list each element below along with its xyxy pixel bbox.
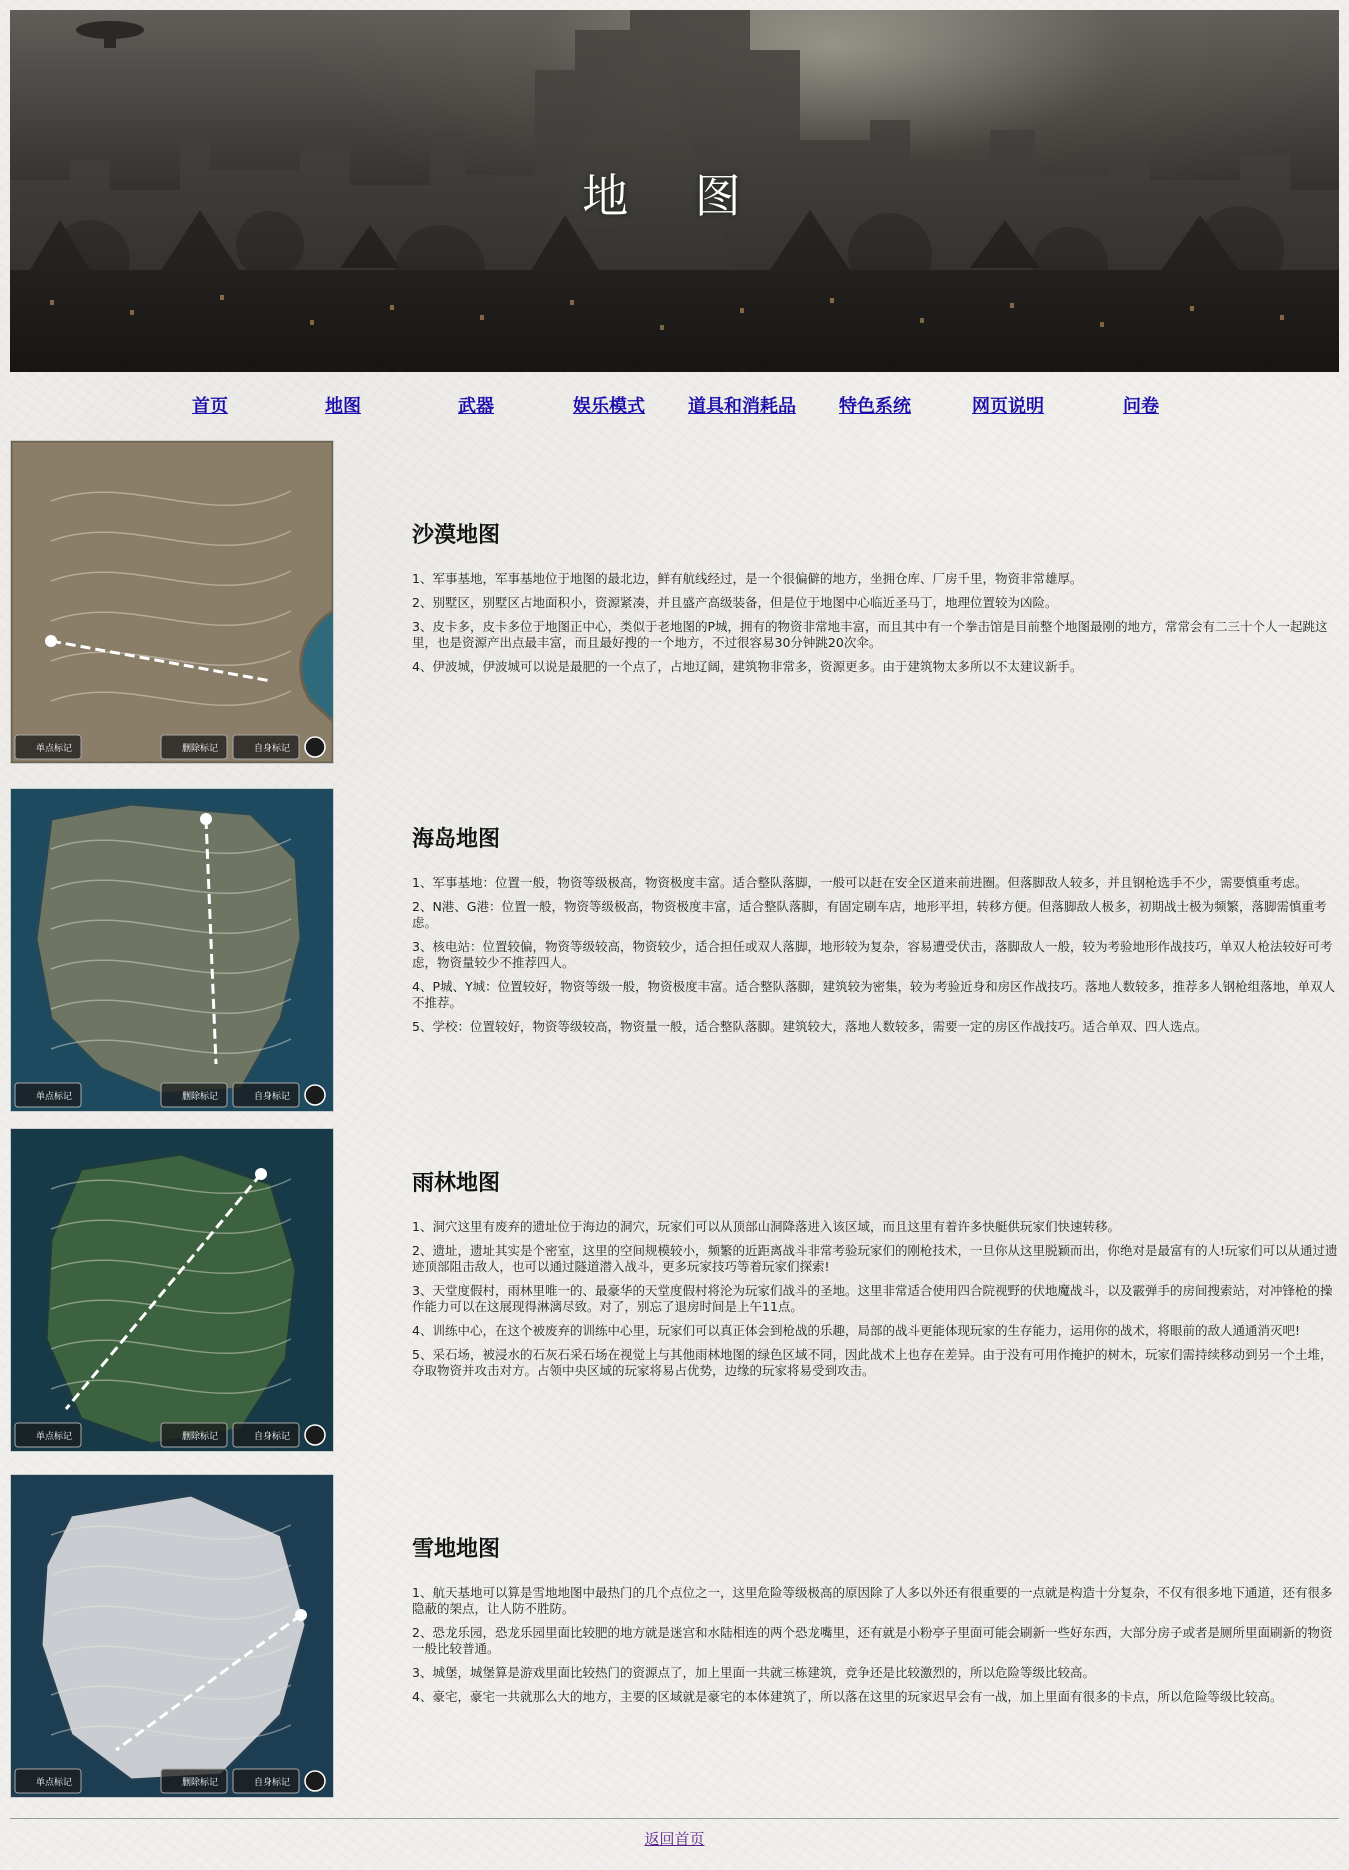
map-section-rainforest bbox=[412, 1166, 1340, 1387]
locate-target-icon[interactable] bbox=[305, 1425, 325, 1445]
page-title: 地 图 bbox=[582, 169, 767, 223]
flight-start-icon bbox=[295, 1609, 307, 1621]
map-paragraph: 2、N港、G港：位置一般，物资等级极高，物资极度丰富，适合整队落脚，有固定刷车店，地形平坦，转移方便。但落脚敌人极多，初期战士极为频繁，落脚需慎重考虑。 bbox=[412, 899, 1327, 930]
map-paragraph: 1、洞穴这里有废弃的遗址位于海边的洞穴，玩家们可以从顶部山洞降落进入该区域，而且这里有着许多快艇供玩家们快速转移。 bbox=[412, 1219, 1120, 1234]
self-mark-button[interactable] bbox=[233, 1423, 299, 1447]
map-button-label: 自身标记 bbox=[253, 744, 291, 754]
map-paragraph: 2、遗址，遗址其实是个密室，这里的空间规模较小，频繁的近距离战斗非常考验玩家们的刚枪技术，一旦你从这里脱颖而出，你绝对是最富有的人!玩家们可以从通过遗迹顶部阻击敌人，也可以通过隧道潜入战斗，更多玩家技巧等着玩家们探索! bbox=[412, 1243, 1338, 1274]
locate-target-icon[interactable] bbox=[305, 1771, 325, 1791]
map-paragraph: 1、军事基地：位置一般，物资等级极高，物资极度丰富。适合整队落脚，一般可以赶在安全区道来前进圈。但落脚敌人较多，并且钢枪选手不少，需要慎重考虑。 bbox=[412, 875, 1308, 890]
map-button-label: 删除标记 bbox=[181, 744, 219, 754]
map-section-snow bbox=[412, 1532, 1340, 1713]
map-thumb-snow bbox=[10, 1474, 334, 1798]
map-paragraph: 3、城堡，城堡算是游戏里面比较热门的资源点了，加上里面一共就三栋建筑，竞争还是比较激烈的，所以危险等级比较高。 bbox=[412, 1665, 1095, 1680]
self-mark-button[interactable] bbox=[233, 1769, 299, 1793]
flight-start-icon bbox=[45, 635, 57, 647]
banner bbox=[10, 10, 1339, 372]
map-paragraph: 1、军事基地，军事基地位于地图的最北边，鲜有航线经过，是一个很偏僻的地方，坐拥仓库、厂房千里，物资非常雄厚。 bbox=[412, 571, 1083, 586]
nav-home[interactable]: 首页 bbox=[192, 396, 228, 417]
map-section-desert bbox=[412, 518, 1340, 683]
delete-mark-button[interactable] bbox=[161, 1423, 227, 1447]
nav-survey[interactable]: 问卷 bbox=[1123, 396, 1159, 417]
map-paragraph: 5、采石场，被浸水的石灰石采石场在视觉上与其他雨林地图的绿色区域不同，因此战术上也存在差异。由于没有可用作掩护的树木，玩家们需持续移动到另一个土堆，夺取物资并攻击对方。占领中央区域的玩家将易占优势，边缘的玩家将易受到攻击。 bbox=[412, 1347, 1333, 1378]
map-paragraph: 5、学校：位置较好，物资等级较高，物资量一般，适合整队落脚。建筑较大，落地人数较多，需要一定的房区作战技巧。适合单双、四人选点。 bbox=[412, 1019, 1208, 1034]
nav-entertainment-mode[interactable]: 娱乐模式 bbox=[573, 396, 645, 417]
map-landmass bbox=[46, 1154, 296, 1444]
map-title: 沙漠地图 bbox=[412, 522, 501, 548]
map-paragraph: 3、皮卡多，皮卡多位于地图正中心，类似于老地图的P城，拥有的物资非常地丰富，而且其中有一个拳击馆是目前整个地图最刚的地方，常常会有二三十个人一起跳这里，也是资源产出点最丰富，而且最好搜的一个地方，不过很容易30分钟跳20次伞。 bbox=[412, 619, 1328, 650]
map-button-label: 单点标记 bbox=[35, 1432, 73, 1442]
map-button-label: 删除标记 bbox=[181, 1432, 219, 1442]
map-paragraph: 4、P城、Y城：位置较好，物资等级一般，物资极度丰富。适合整队落脚，建筑较为密集，较为考验近身和房区作战技巧。落地人数较多，推荐多人钢枪组落地，单双人不推荐。 bbox=[412, 979, 1336, 1010]
locate-target-icon[interactable] bbox=[305, 1085, 325, 1105]
footer-divider bbox=[10, 1818, 1339, 1819]
map-button-label: 单点标记 bbox=[35, 744, 73, 754]
nav-items-consumables[interactable]: 道具和消耗品 bbox=[688, 396, 796, 417]
self-mark-button[interactable] bbox=[233, 735, 299, 759]
map-paragraph: 2、恐龙乐园，恐龙乐园里面比较肥的地方就是迷宫和水陆相连的两个恐龙嘴里，还有就是小粉亭子里面可能会刷新一些好东西，大部分房子或者是厕所里面刷新的物资一般比较普通。 bbox=[412, 1625, 1333, 1656]
map-title: 雨林地图 bbox=[412, 1170, 501, 1196]
map-button-label: 自身标记 bbox=[253, 1432, 291, 1442]
map-title: 海岛地图 bbox=[412, 826, 501, 852]
map-section-island bbox=[412, 822, 1340, 1043]
map-button-label: 删除标记 bbox=[181, 1092, 219, 1102]
single-mark-button[interactable] bbox=[15, 1423, 81, 1447]
nav-map[interactable]: 地图 bbox=[325, 396, 361, 417]
footer bbox=[0, 1828, 1349, 1849]
map-thumb-rainforest bbox=[10, 1128, 334, 1452]
nav-page-info[interactable]: 网页说明 bbox=[972, 396, 1044, 417]
delete-mark-button[interactable] bbox=[161, 735, 227, 759]
map-paragraph: 3、核电站：位置较偏，物资等级较高，物资较少，适合担任或双人落脚，地形较为复杂，容易遭受伏击，落脚敌人一般，较为考验地形作战技巧，单双人枪法较好可考虑，物资量较少不推荐四人。 bbox=[412, 939, 1333, 970]
flight-start-icon bbox=[200, 813, 212, 825]
flight-start-icon bbox=[255, 1168, 267, 1180]
nav-weapons[interactable]: 武器 bbox=[458, 396, 494, 417]
single-mark-button[interactable] bbox=[15, 1769, 81, 1793]
map-paragraph: 1、航天基地可以算是雪地地图中最热门的几个点位之一，这里危险等级极高的原因除了人多以外还有很重要的一点就是构造十分复杂，不仅有很多地下通道，还有很多隐蔽的架点，让人防不胜防。 bbox=[412, 1585, 1333, 1616]
map-paragraph: 3、天堂度假村，雨林里唯一的、最豪华的天堂度假村将沦为玩家们战斗的圣地。这里非常适合使用四合院视野的伏地魔战斗，以及霰弹手的房间搜索站，对冲锋枪的操作能力可以在这展现得淋漓尽致。对了，别忘了退房时间是上午11点。 bbox=[412, 1283, 1333, 1314]
map-paragraph: 4、训练中心，在这个被废弃的训练中心里，玩家们可以真正体会到枪战的乐趣，局部的战斗更能体现玩家的生存能力，运用你的战术，将眼前的敌人通通消灭吧! bbox=[412, 1323, 1300, 1338]
map-landmass bbox=[11, 441, 333, 763]
map-thumb-desert bbox=[10, 440, 334, 764]
locate-target-icon[interactable] bbox=[305, 737, 325, 757]
self-mark-button[interactable] bbox=[233, 1083, 299, 1107]
main-nav bbox=[0, 392, 1349, 422]
map-button-label: 自身标记 bbox=[253, 1778, 291, 1788]
single-mark-button[interactable] bbox=[15, 735, 81, 759]
delete-mark-button[interactable] bbox=[161, 1769, 227, 1793]
map-thumb-island bbox=[10, 788, 334, 1112]
map-title: 雪地地图 bbox=[412, 1536, 501, 1562]
nav-features[interactable]: 特色系统 bbox=[839, 396, 911, 417]
map-paragraph: 2、别墅区，别墅区占地面积小，资源紧凑，并且盛产高级装备，但是位于地图中心临近圣马丁，地理位置较为凶险。 bbox=[412, 595, 1058, 610]
map-button-label: 自身标记 bbox=[253, 1092, 291, 1102]
map-button-label: 单点标记 bbox=[35, 1778, 73, 1788]
map-paragraph: 4、伊波城，伊波城可以说是最肥的一个点了，占地辽阔，建筑物非常多，资源更多。由于建筑物太多所以不太建议新手。 bbox=[412, 659, 1083, 674]
delete-mark-button[interactable] bbox=[161, 1083, 227, 1107]
single-mark-button[interactable] bbox=[15, 1083, 81, 1107]
map-button-label: 删除标记 bbox=[181, 1778, 219, 1788]
map-paragraph: 4、豪宅，豪宅一共就那么大的地方，主要的区域就是豪宅的本体建筑了，所以落在这里的玩家迟早会有一战，加上里面有很多的卡点，所以危险等级比较高。 bbox=[412, 1689, 1283, 1704]
back-home-link[interactable]: 返回首页 bbox=[644, 1830, 705, 1848]
map-button-label: 单点标记 bbox=[35, 1092, 73, 1102]
